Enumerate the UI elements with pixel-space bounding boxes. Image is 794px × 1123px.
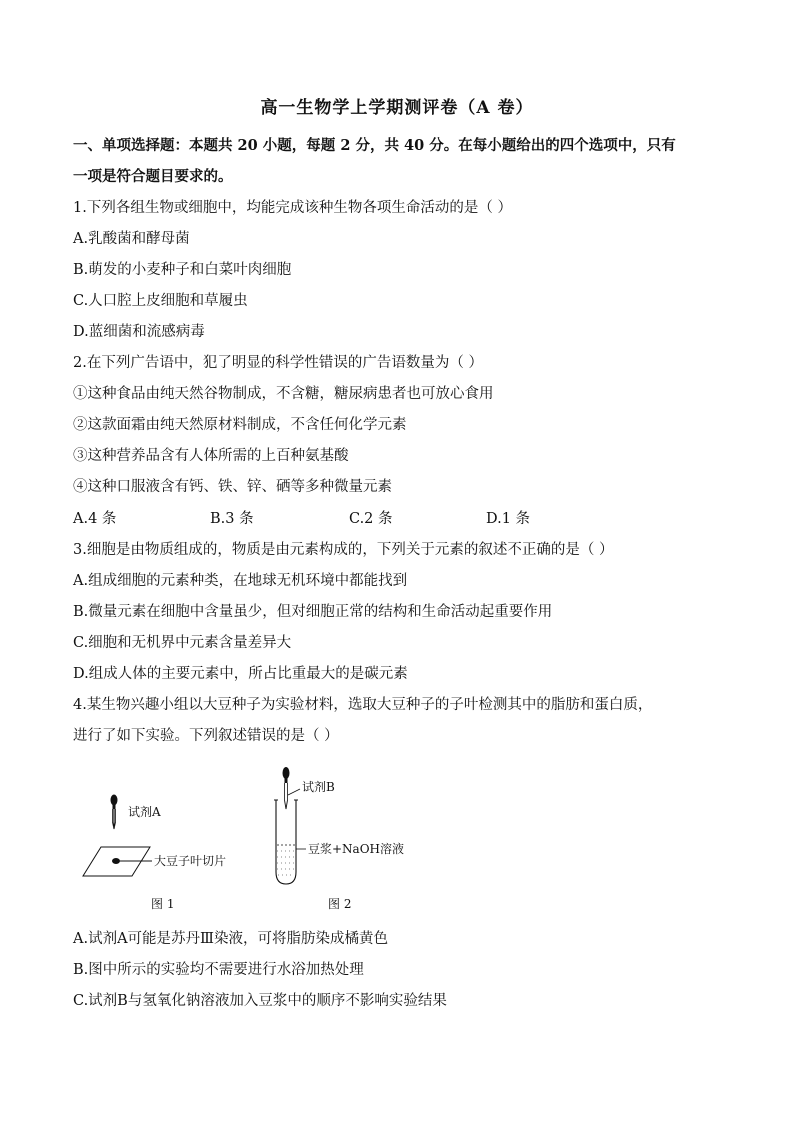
q4-option-b: B.图中所示的实验均不需要进行水浴加热处理 xyxy=(73,962,364,978)
figure-1-dropper-icon xyxy=(111,795,118,830)
q2-option-a: A.4 条 xyxy=(73,511,117,527)
q3-option-d: D.组成人体的主要元素中，所占比重最大的是碳元素 xyxy=(73,666,408,682)
q1-option-c: C.人口腔上皮细胞和草履虫 xyxy=(73,293,248,309)
page-title: 高一生物学上学期测评卷（A 卷） xyxy=(260,98,534,118)
slice-label: 大豆子叶切片 xyxy=(154,854,227,868)
q4-stem-line-2: 进行了如下实验。下列叙述错误的是（ ） xyxy=(73,728,339,744)
section-heading-line-2: 一项是符合题目要求的。 xyxy=(73,168,233,185)
q1-stem: 1.下列各组生物或细胞中，均能完成该种生物各项生命活动的是（ ） xyxy=(73,200,512,216)
reagent-b-label: 试剂B xyxy=(302,780,335,794)
q4-stem-line-1: 4.某生物兴趣小组以大豆种子为实验材料，选取大豆种子的子叶检测其中的脂肪和蛋白质， xyxy=(73,697,653,713)
q1-option-d: D.蓝细菌和流感病毒 xyxy=(73,324,205,340)
q2-stem: 2.在下列广告语中，犯了明显的科学性错误的广告语数量为（ ） xyxy=(73,355,483,371)
q2-option-b: B.3 条 xyxy=(210,511,254,527)
section-heading-line-1: 一、单项选择题：本题共 20 小题，每题 2 分，共 40 分。在每小题给出的四个选项中，只有 xyxy=(73,137,676,154)
q2-statement-3: ③这种营养品含有人体所需的上百种氨基酸 xyxy=(73,448,349,464)
figure-1-slice xyxy=(83,847,152,876)
q1-option-b: B.萌发的小麦种子和白菜叶肉细胞 xyxy=(73,262,292,278)
q2-statement-4: ④这种口服液含有钙、铁、锌、硒等多种微量元素 xyxy=(73,479,392,495)
q1-option-a: A.乳酸菌和酵母菌 xyxy=(73,231,190,247)
q4-option-a: A.试剂A可能是苏丹Ⅲ染液，可将脂肪染成橘黄色 xyxy=(73,931,389,947)
mixture-label: 豆浆+NaOH溶液 xyxy=(308,842,405,856)
figure-2-dropper-icon xyxy=(283,767,301,809)
test-tube-icon xyxy=(274,800,306,884)
q2-statement-2: ②这款面霜由纯天然原材料制成，不含任何化学元素 xyxy=(73,417,407,433)
q3-option-a: A.组成细胞的元素种类，在地球无机环境中都能找到 xyxy=(73,573,408,589)
q3-stem: 3.细胞是由物质组成的，物质是由元素构成的，下列关于元素的叙述不正确的是（ ） xyxy=(73,542,614,558)
q2-option-c: C.2 条 xyxy=(349,511,393,527)
reagent-a-label: 试剂A xyxy=(128,805,161,819)
figure-2-caption: 图 2 xyxy=(328,897,352,911)
figure-1-caption: 图 1 xyxy=(151,897,175,911)
q3-option-b: B.微量元素在细胞中含量虽少，但对细胞正常的结构和生命活动起重要作用 xyxy=(73,604,553,620)
q2-statement-1: ①这种食品由纯天然谷物制成，不含糖，糖尿病患者也可放心食用 xyxy=(73,386,494,402)
q2-option-d: D.1 条 xyxy=(486,511,531,527)
q4-option-c: C.试剂B与氢氧化钠溶液加入豆浆中的顺序不影响实验结果 xyxy=(73,993,447,1009)
q3-option-c: C.细胞和无机界中元素含量差异大 xyxy=(73,635,292,651)
